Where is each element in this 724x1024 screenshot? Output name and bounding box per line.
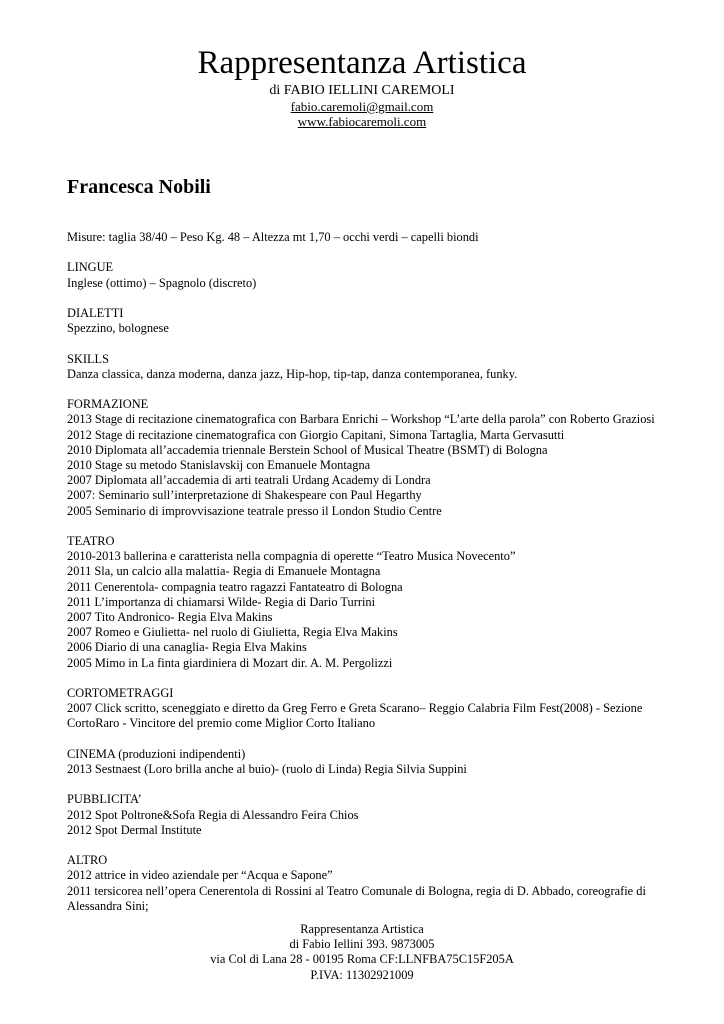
section-line: 2011 tersicorea nell’opera Cenerentola di Rossini al Teatro Comunale di Bologna, regia di D. Abbado, coreografie di: [67, 883, 646, 898]
section-heading: FORMAZIONE: [67, 397, 149, 412]
section-line: 2013 Stage di recitazione cinematografica con Barbara Enrichi – Workshop “L’arte della parola” con Roberto Graziosi: [67, 412, 655, 427]
footer-piva: P.IVA: 11302921009: [310, 967, 414, 982]
agency-title: Rappresentanza Artistica: [197, 45, 527, 81]
section-formazione: [67, 397, 724, 519]
section-line: 2006 Diario di una canaglia- Regia Elva Makins: [67, 640, 307, 655]
section-line: Inglese (ottimo) – Spagnolo (discreto): [67, 275, 257, 290]
section-line: 2013 Sestnaest (Loro brilla anche al buio)- (ruolo di Linda) Regia Silvia Suppini: [67, 762, 467, 776]
measurements-line: Misure: taglia 38/40 – Peso Kg. 48 – Altezza mt 1,70 – occhi verdi – capelli biondi: [67, 230, 479, 244]
section-lingue: [67, 260, 724, 290]
section-line: 2007: Seminario sull’interpretazione di Shakespeare con Paul Hegarthy: [67, 488, 422, 503]
section-line: CortoRaro - Vincitore del premio come Miglior Corto Italiano: [67, 716, 376, 731]
section-line: 2011 Cenerentola- compagnia teatro ragazzi Fantateatro di Bologna: [67, 579, 403, 594]
section-heading: CORTOMETRAGGI: [67, 686, 174, 700]
section-line: 2012 attrice in video aziendale per “Acqua e Sapone”: [67, 868, 333, 883]
section-line: 2011 L’importanza di chiamarsi Wilde- Regia di Dario Turrini: [67, 594, 376, 609]
agency-subtitle: di FABIO IELLINI CAREMOLI: [269, 83, 455, 98]
section-line: 2007 Tito Andronico- Regia Elva Makins: [67, 610, 273, 624]
footer-agent-phone: di Fabio Iellini 393. 9873005: [289, 937, 435, 952]
agency-header: [0, 45, 724, 129]
section-line: 2012 Stage di recitazione cinematografica con Giorgio Capitani, Simona Tartaglia, Marta Gervasutti: [67, 427, 565, 442]
section-heading: TEATRO: [67, 533, 115, 548]
section-line: Danza classica, danza moderna, danza jazz, Hip-hop, tip-tap, danza contemporanea, funky.: [67, 366, 518, 381]
section-line: 2005 Seminario di improvvisazione teatrale presso il London Studio Centre: [67, 503, 442, 518]
section-pubblicita: [67, 792, 724, 838]
section-cortometraggi: [67, 686, 724, 732]
agency-email-link[interactable]: fabio.caremoli@gmail.com: [290, 99, 434, 114]
section-line: Spezzino, bolognese: [67, 321, 169, 336]
artist-name: Francesca Nobili: [67, 176, 211, 198]
section-line: 2010 Diplomata all’accademia triennale Berstein School of Musical Theatre (BSMT) di Bologna: [67, 442, 548, 457]
section-heading: LINGUE: [67, 260, 114, 275]
section-teatro: [67, 534, 724, 671]
section-line: Alessandra Sini;: [67, 898, 149, 913]
section-line: 2010-2013 ballerina e caratterista nella compagnia di operette “Teatro Musica Novecento”: [67, 549, 516, 564]
section-altro: [67, 853, 724, 914]
section-line: 2005 Mimo in La finta giardiniera di Mozart dir. A. M. Pergolizzi: [67, 655, 393, 670]
section-dialetti: [67, 306, 724, 336]
section-heading: SKILLS: [67, 351, 109, 366]
footer-address-cf: via Col di Lana 28 - 00195 Roma CF:LLNFBA75C15F205A: [210, 952, 514, 967]
section-cinema-produzioni-indipendenti: [67, 747, 724, 777]
section-line: 2011 Sla, un calcio alla malattia- Regia di Emanuele Montagna: [67, 564, 381, 579]
section-line: 2007 Romeo e Giulietta- nel ruolo di Giulietta, Regia Elva Makins: [67, 625, 398, 640]
section-line: 2007 Click scritto, sceneggiato e diretto da Greg Ferro e Greta Scarano– Reggio Calabria Film Fest(2008) - Sezione: [67, 701, 643, 716]
section-heading: CINEMA (produzioni indipendenti): [67, 746, 246, 761]
footer-agency-name: Rappresentanza Artistica: [300, 922, 424, 936]
agency-website-link[interactable]: www.fabiocaremoli.com: [297, 114, 427, 129]
section-line: 2010 Stage su metodo Stanislavskij con Emanuele Montagna: [67, 457, 371, 472]
agency-website-line: [0, 114, 724, 129]
resume-sections: [67, 260, 724, 914]
section-line: 2007 Diplomata all’accademia di arti teatrali Urdang Academy di Londra: [67, 473, 431, 488]
section-heading: PUBBLICITA’: [67, 792, 142, 807]
section-line: 2012 Spot Poltrone&Sofa Regia di Alessandro Feira Chios: [67, 807, 359, 822]
section-heading: ALTRO: [67, 853, 108, 868]
section-skills: [67, 352, 724, 382]
section-line: 2012 Spot Dermal Institute: [67, 822, 202, 837]
agency-email-line: [0, 99, 724, 114]
agency-footer: [0, 922, 724, 983]
section-heading: DIALETTI: [67, 305, 124, 320]
